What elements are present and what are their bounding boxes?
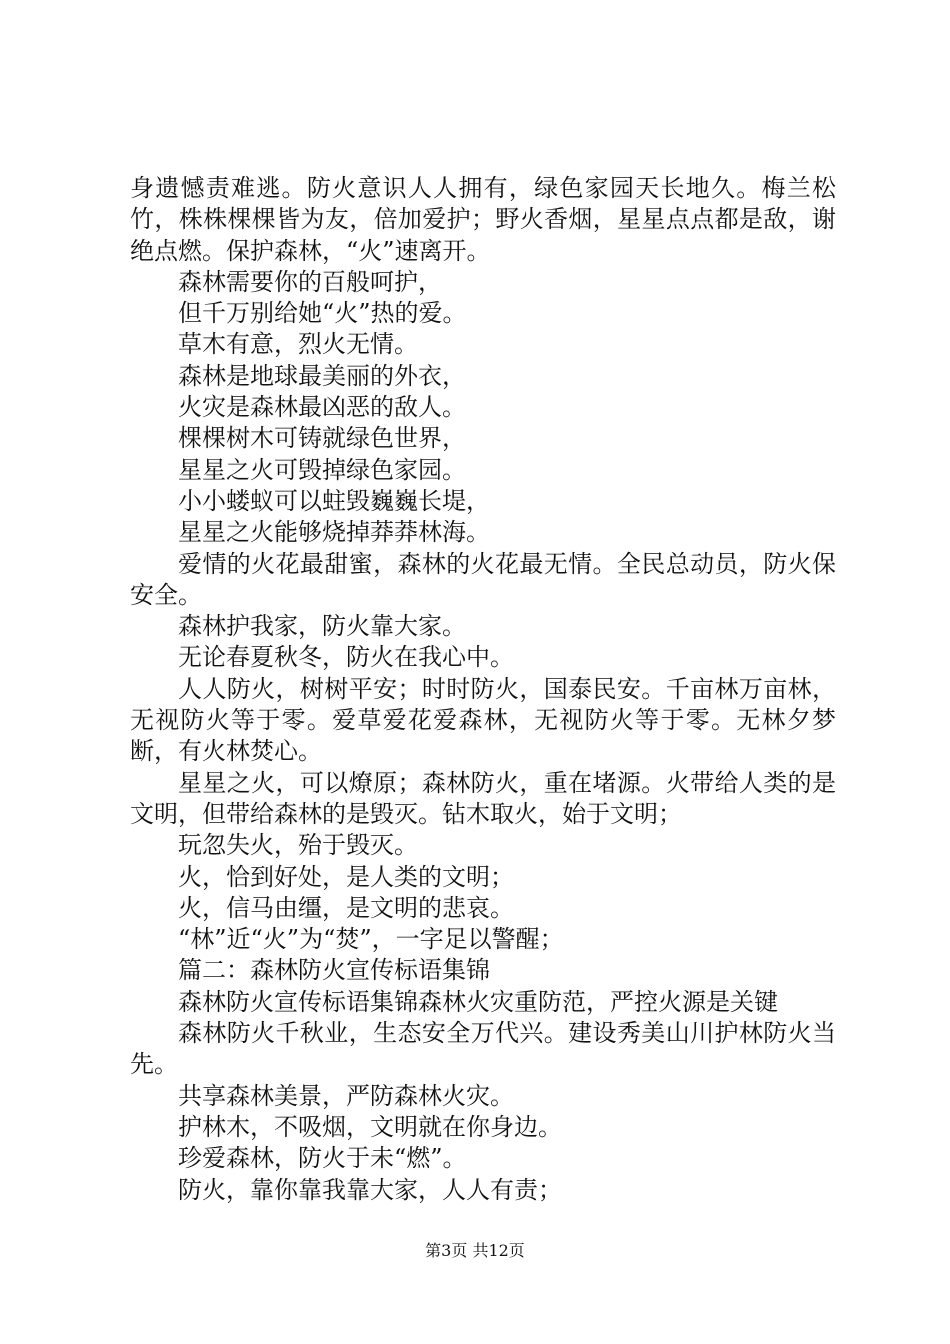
paragraph: 护林木，不吸烟，文明就在你身边。 bbox=[178, 1112, 562, 1141]
paragraph: 森林需要你的百般呵护， bbox=[178, 267, 442, 296]
paragraph: “林”近“火”为“焚”，一字足以警醒； bbox=[178, 925, 564, 954]
document-body bbox=[130, 173, 836, 1206]
paragraph: 星星之火，可以燎原；森林防火，重在堵源。火带给人类的是文明，但带给森林的是毁灭。钻木取火，始于文明； bbox=[130, 768, 836, 828]
page-number-footer: 第3页 共12页 bbox=[425, 1241, 525, 1260]
paragraph: 珍爱森林，防火于未“燃”。 bbox=[178, 1144, 467, 1173]
paragraph: 共享森林美景，严防森林火灾。 bbox=[178, 1081, 514, 1110]
paragraph: 小小蝼蚁可以蛀毁巍巍长堤， bbox=[178, 486, 490, 515]
paragraph: 人人防火，树树平安；时时防火，国泰民安。千亩林万亩林，无视防火等于零。爱草爱花爱森林，无视防火等于零。无林夕梦断，有火林焚心。 bbox=[130, 674, 836, 766]
paragraph: 森林防火千秋业，生态安全万代兴。建设秀美山川护林防火当先。 bbox=[130, 1019, 836, 1079]
paragraph: 草木有意，烈火无情。 bbox=[178, 330, 418, 359]
paragraph: 身遗憾责难逃。防火意识人人拥有，绿色家园天长地久。梅兰松竹，株株棵棵皆为友，倍加爱护；野火香烟，星星点点都是敌，谢绝点燃。保护森林，“火”速离开。 bbox=[130, 174, 836, 265]
paragraph: 火，信马由缰，是文明的悲哀。 bbox=[178, 893, 514, 922]
paragraph: 棵棵树木可铸就绿色世界， bbox=[178, 424, 466, 453]
paragraph: 但千万别给她“火”热的爱。 bbox=[178, 299, 467, 328]
paragraph: 无论春夏秋冬，防火在我心中。 bbox=[178, 643, 514, 672]
paragraph: 森林护我家，防火靠大家。 bbox=[178, 612, 466, 641]
paragraph: 玩忽失火，殆于毁灭。 bbox=[178, 831, 418, 860]
paragraph: 防火，靠你靠我靠大家，人人有责； bbox=[178, 1175, 562, 1204]
section-heading: 篇二：森林防火宣传标语集锦 bbox=[178, 956, 490, 985]
paragraph: 星星之火能够烧掉莽莽林海。 bbox=[178, 518, 490, 547]
paragraph: 爱情的火花最甜蜜，森林的火花最无情。全民总动员，防火保安全。 bbox=[130, 549, 836, 609]
paragraph: 火灾是森林最凶恶的敌人。 bbox=[178, 393, 466, 422]
paragraph: 森林是地球最美丽的外衣， bbox=[178, 361, 466, 390]
paragraph: 森林防火宣传标语集锦森林火灾重防范，严控火源是关键 bbox=[178, 987, 778, 1016]
paragraph: 星星之火可毁掉绿色家园。 bbox=[178, 455, 466, 484]
paragraph: 火，恰到好处，是人类的文明； bbox=[178, 862, 514, 891]
